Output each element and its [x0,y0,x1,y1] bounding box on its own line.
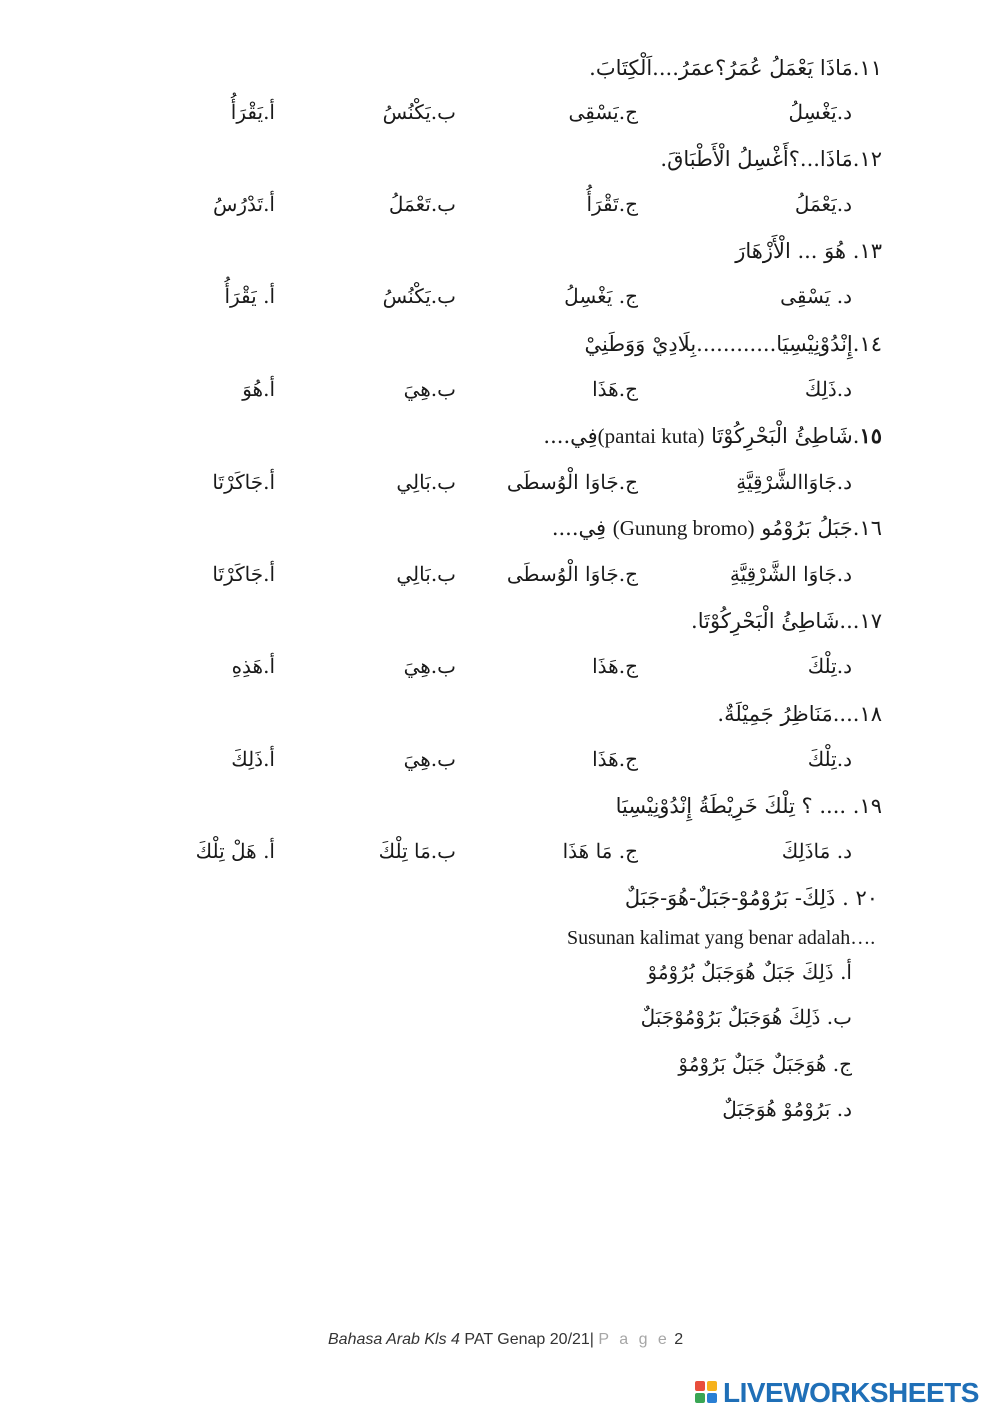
footer-exam: PAT Genap 20/21| [459,1331,599,1348]
q12-option-a[interactable]: أ.تَدْرُسُ [212,192,275,216]
q17-option-a[interactable]: أ.هَذِهِ [231,654,275,678]
q16-option-c[interactable]: ج.جَاوَا الْوُسطَى [506,562,638,586]
q15-stem-blank: فِي.... [543,424,598,448]
q20-option-b[interactable]: ب. ذَلِكَ هُوَجَبَلٌ بَرُوْمُوْجَبَلٌ [640,1005,852,1029]
q18-option-b[interactable]: ب.هِيَ [403,747,456,771]
q15-option-b[interactable]: ب.بَالِي [396,470,456,494]
q15-number: ١٥ [859,423,882,448]
liveworksheets-brand[interactable] [695,1378,995,1408]
q11-option-a[interactable]: أ.يَقْرَأُ [230,100,275,124]
q20-option-c[interactable]: ج. هُوَجَبَلٌ جَبَلٌ بَرُوْمُوْ [678,1052,852,1076]
footer-page-number: 2 [669,1331,684,1348]
q16-stem-arabic: ١٦.جَبَلُ بَرُوْمُو [761,516,882,540]
q11-option-d[interactable]: د.يَغْسِلُ [788,100,852,124]
question-17-stem: ١٧...شَاطِئُ الْبَحْرِكُوْتَا. [691,609,882,633]
q17-option-d[interactable]: د.تِلْكَ [807,654,852,678]
q19-option-d[interactable]: د. مَاذَلِكَ [781,839,852,863]
q16-option-d[interactable]: د.جَاوَا الشَّرْقِيَّةِ [729,562,852,586]
q20-option-a[interactable]: أ. ذَلِكَ جَبَلٌ هُوَجَبَلٌ بُرُوْمُوْ [647,960,852,984]
q12-option-d[interactable]: د.يَعْمَلُ [794,192,852,216]
q14-option-a[interactable]: أ.هُوَ [242,377,275,401]
q15-option-a[interactable]: أ.جَاكَرْتَا [212,470,275,494]
q13-option-c[interactable]: ج. يَغْسِلُ [564,284,638,308]
q13-option-b[interactable]: ب.يَكْنُسُ [382,284,456,308]
q13-option-d[interactable]: د. يَسْقِى [780,284,852,308]
question-20-stem: ٢٠ . ذَلِكَ- بَرُوْمُوْ-جَبَلٌ-هُوَ-جَبَلٌ [624,886,878,910]
footer-page-word: P a g e [598,1331,670,1348]
q16-stem-blank: فِي.... [551,516,607,540]
q14-option-b[interactable]: ب.هِيَ [403,377,456,401]
q12-option-c[interactable]: ج.تَقْرَأُ [586,192,638,216]
q14-option-d[interactable]: د.ذَلِكَ [804,377,852,401]
q17-option-b[interactable]: ب.هِيَ [403,654,456,678]
liveworksheets-logo-icon [695,1381,719,1405]
q20-instruction: Susunan kalimat yang benar adalah…. [567,927,876,949]
q16-stem-latin: (Gunung bromo) [612,516,755,540]
q12-option-b[interactable]: ب.تَعْمَلُ [388,192,456,216]
q16-option-a[interactable]: أ.جَاكَرْتَا [212,562,275,586]
question-19-stem: ١٩. .... ؟ تِلْكَ خَرِيْطَةُ إِنْدُوْنِيْسِيَا [615,794,882,818]
question-15-stem [543,422,882,450]
question-14-stem: ١٤.إِنْدُوْنِيْسِيَا............بِلَادِيْ وَوَطَنِيْ [584,332,882,356]
q15-option-c[interactable]: ج.جَاوَا الْوُسطَى [506,470,638,494]
question-18-stem: ١٨....مَنَاظِرُ جَمِيْلَةٌ. [717,702,882,726]
question-16-stem [552,514,882,542]
q19-option-a[interactable]: أ. هَلْ تِلْكَ [195,839,275,863]
q11-option-b[interactable]: ب.يَكْنُسُ [382,100,456,124]
brand-name: LIVEWORKSHEETS [723,1377,979,1408]
q15-stem-latin: (pantai kuta) [597,424,705,448]
q15-option-d[interactable]: د.جَاوَاالشَّرْقِيَّةِ [736,470,852,494]
q18-option-c[interactable]: ج.هَذَا [592,747,638,771]
q14-option-c[interactable]: ج.هَذَا [592,377,638,401]
q17-option-c[interactable]: ج.هَذَا [592,654,638,678]
q19-option-b[interactable]: ب.مَا تِلْكَ [378,839,456,863]
q11-option-c[interactable]: ج.يَسْقِى [568,100,638,124]
q18-option-d[interactable]: د.تِلْكَ [807,747,852,771]
q15-stem-arabic: .شَاطِئُ الْبَحْرِكُوْتَا [711,424,860,448]
q18-option-a[interactable]: أ.ذَلِكَ [231,747,275,771]
footer-subject: Bahasa Arab Kls 4 [328,1331,460,1348]
q13-option-a[interactable]: أ. يَقْرَأُ [224,284,275,308]
page-footer [328,1331,683,1349]
question-13-stem: ١٣. هُوَ ... الْأَزْهَارَ [735,239,882,263]
question-12-stem: ١٢.مَاذَا...؟أَغْسِلُ الْأَطْبَاقَ. [660,147,882,171]
q20-option-d[interactable]: د. بَرُوْمُوْ هُوَجَبَلٌ [722,1097,852,1121]
q19-option-c[interactable]: ج. مَا هَذَا [562,839,638,863]
q16-option-b[interactable]: ب.بَالِي [396,562,456,586]
question-11-stem: ١١.مَاذَا يَعْمَلُ عُمَرُ؟عمَرُ....اَلْكِتَابَ. [589,56,882,80]
